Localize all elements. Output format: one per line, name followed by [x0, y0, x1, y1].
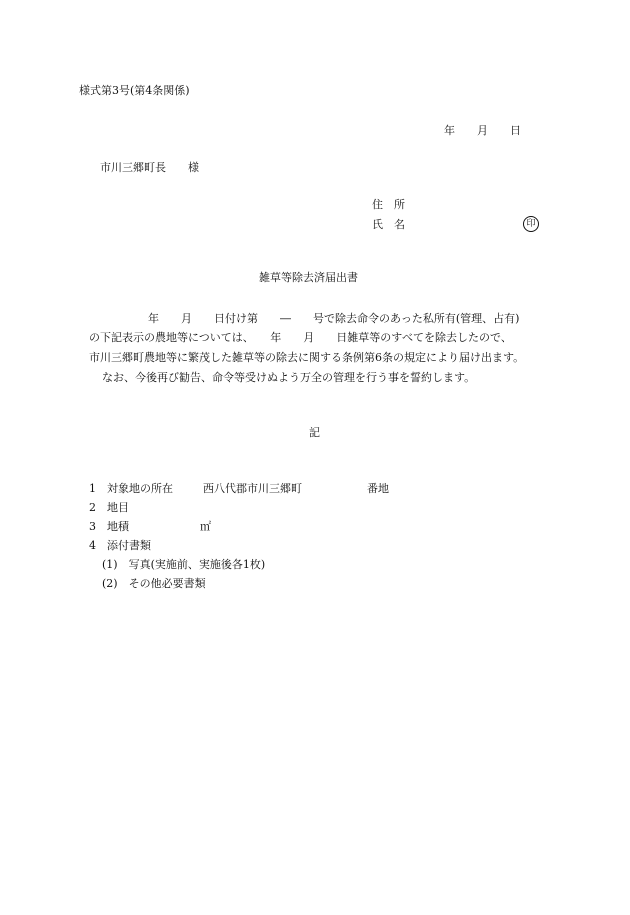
item-location-value: 西八代郡市川三郷町: [203, 482, 302, 495]
body-line-2: の下記表示の農地等については、 年 月 日雑草等のすべてを除去したので、: [89, 331, 512, 344]
ki-heading: 記: [309, 426, 320, 439]
date-line: 年 月 日: [444, 124, 521, 137]
item-location-suffix: 番地: [367, 482, 389, 495]
item-area-unit: ㎡: [200, 520, 211, 533]
item-attachment-1: (1) 写真(実施前、実施後各1枚): [102, 558, 266, 571]
address-label: 住 所: [372, 198, 405, 211]
body-line-4: なお、今後再び勧告、命令等受けぬよう万全の管理を行う事を誓約します。: [102, 371, 476, 384]
item-attachment-2: (2) その他必要書類: [102, 577, 206, 590]
addressee: 市川三郷町長 様: [100, 161, 199, 174]
item-location-label: 1 対象地の所在: [89, 482, 173, 495]
item-attachments-label: 4 添付書類: [89, 539, 151, 552]
form-number: 様式第3号(第4条関係): [79, 84, 190, 97]
item-land-category: 2 地目: [89, 501, 129, 514]
item-area-label: 3 地積: [89, 520, 129, 533]
body-line-3: 市川三郷町農地等に繁茂した雑草等の除去に関する条例第6条の規定により届け出ます。: [89, 351, 525, 364]
name-label: 氏 名: [372, 218, 405, 231]
body-line-1: 年 月 日付け第 ― 号で除去命令のあった私所有(管理、占有): [148, 312, 520, 325]
document-title: 雑草等除去済届出書: [259, 271, 358, 284]
seal-mark: 印: [523, 216, 539, 232]
